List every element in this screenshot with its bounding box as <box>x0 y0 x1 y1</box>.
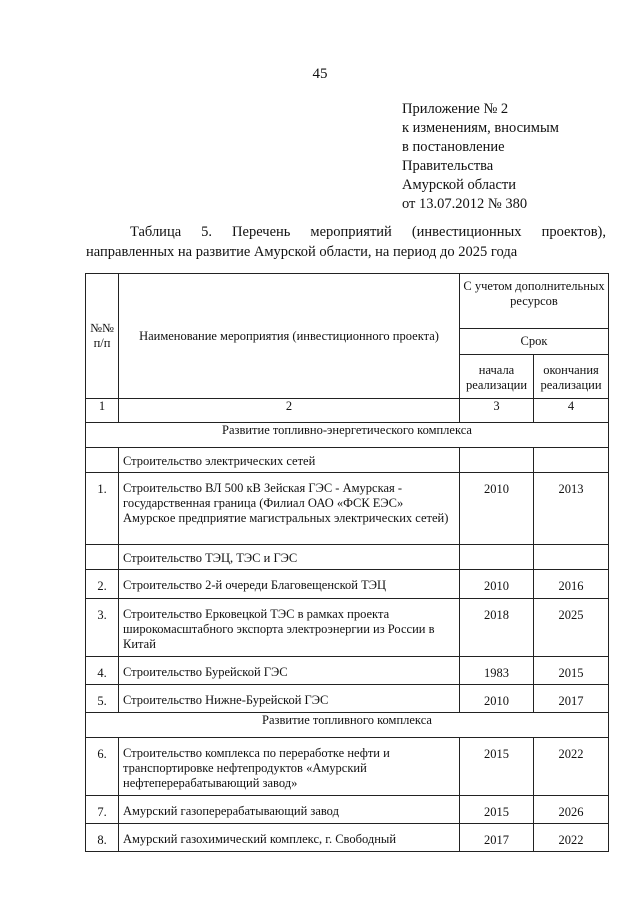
row-start: 2015 <box>460 738 534 796</box>
row-name: Строительство Бурейской ГЭС <box>119 657 460 685</box>
row-end: 2016 <box>534 570 609 599</box>
row-start: 2010 <box>460 473 534 545</box>
row-end: 2022 <box>534 824 609 852</box>
row-name: Строительство Ерковецкой ТЭС в рамках проекта широкомасштабного экспорта электроэнергии из России в Китай <box>119 599 460 657</box>
table-row <box>86 448 609 473</box>
page-number: 45 <box>312 66 328 82</box>
appendix-line: Приложение № 2 <box>402 101 509 117</box>
appendix-line: к изменениям, вносимым <box>402 120 559 136</box>
table-row <box>86 796 609 824</box>
table-row <box>86 824 609 852</box>
row-start: 2017 <box>460 824 534 852</box>
appendix-note <box>402 100 559 214</box>
appendix-line: Амурской области <box>402 177 516 193</box>
row-start: 1983 <box>460 657 534 685</box>
header-number: №№ п/п <box>86 274 119 399</box>
header-name: Наименование мероприятия (инвестиционного проекта) <box>119 274 460 399</box>
header-start: начала реализации <box>460 355 534 399</box>
table-row <box>86 473 609 545</box>
row-name: Строительство Нижне-Бурейской ГЭС <box>119 685 460 713</box>
row-number: 3. <box>86 599 119 657</box>
appendix-line: от 13.07.2012 № 380 <box>402 196 528 212</box>
row-end: 2013 <box>534 473 609 545</box>
row-name: Амурский газохимический комплекс, г. Свободный <box>119 824 460 852</box>
index-cell: 4 <box>534 399 609 423</box>
row-number: 8. <box>86 824 119 852</box>
row-number: 2. <box>86 570 119 599</box>
row-start: 2015 <box>460 796 534 824</box>
row-start: 2010 <box>460 685 534 713</box>
header-term: Срок <box>460 329 609 355</box>
row-name: Строительство комплекса по переработке нефти и транспортировке нефтепродуктов «Амурский нефтеперерабатывающий завод» <box>119 738 460 796</box>
table-caption <box>86 222 606 262</box>
group-title: Строительство электрических сетей <box>119 448 460 473</box>
header-end: окончания реализации <box>534 355 609 399</box>
row-end: 2026 <box>534 796 609 824</box>
row-number: 1. <box>86 473 119 545</box>
index-cell: 1 <box>86 399 119 423</box>
section-title: Развитие топливно-энергетического комплекса <box>86 423 609 448</box>
row-number: 6. <box>86 738 119 796</box>
table-row <box>86 685 609 713</box>
table-row <box>86 738 609 796</box>
index-cell: 3 <box>460 399 534 423</box>
row-end: 2022 <box>534 738 609 796</box>
row-name: Строительство ВЛ 500 кВ Зейская ГЭС - Амурская - государственная граница (Филиал ОАО «ФСК ЕЭС» Амурское предприятие магистральных электрических сетей) <box>119 473 460 545</box>
row-number: 7. <box>86 796 119 824</box>
group-title: Строительство ТЭЦ, ТЭС и ГЭС <box>119 545 460 570</box>
appendix-line: Правительства <box>402 158 494 174</box>
caption-line: Таблица 5. Перечень мероприятий (инвестиционных проектов), <box>130 224 606 240</box>
table-row <box>86 657 609 685</box>
projects-table <box>85 273 609 852</box>
row-name: Амурский газоперерабатывающий завод <box>119 796 460 824</box>
row-number: 4. <box>86 657 119 685</box>
table-row <box>86 545 609 570</box>
caption-line: направленных на развитие Амурской области, на период до 2025 года <box>86 244 518 260</box>
index-cell: 2 <box>119 399 460 423</box>
header-extra-resources: С учетом дополнительных ресурсов <box>460 274 609 329</box>
row-end: 2025 <box>534 599 609 657</box>
row-number: 5. <box>86 685 119 713</box>
row-name: Строительство 2-й очереди Благовещенской ТЭЦ <box>119 570 460 599</box>
row-end: 2017 <box>534 685 609 713</box>
appendix-line: в постановление <box>402 139 505 155</box>
row-start: 2010 <box>460 570 534 599</box>
table-row <box>86 599 609 657</box>
row-end: 2015 <box>534 657 609 685</box>
section-title: Развитие топливного комплекса <box>86 713 609 738</box>
table-row <box>86 570 609 599</box>
row-start: 2018 <box>460 599 534 657</box>
